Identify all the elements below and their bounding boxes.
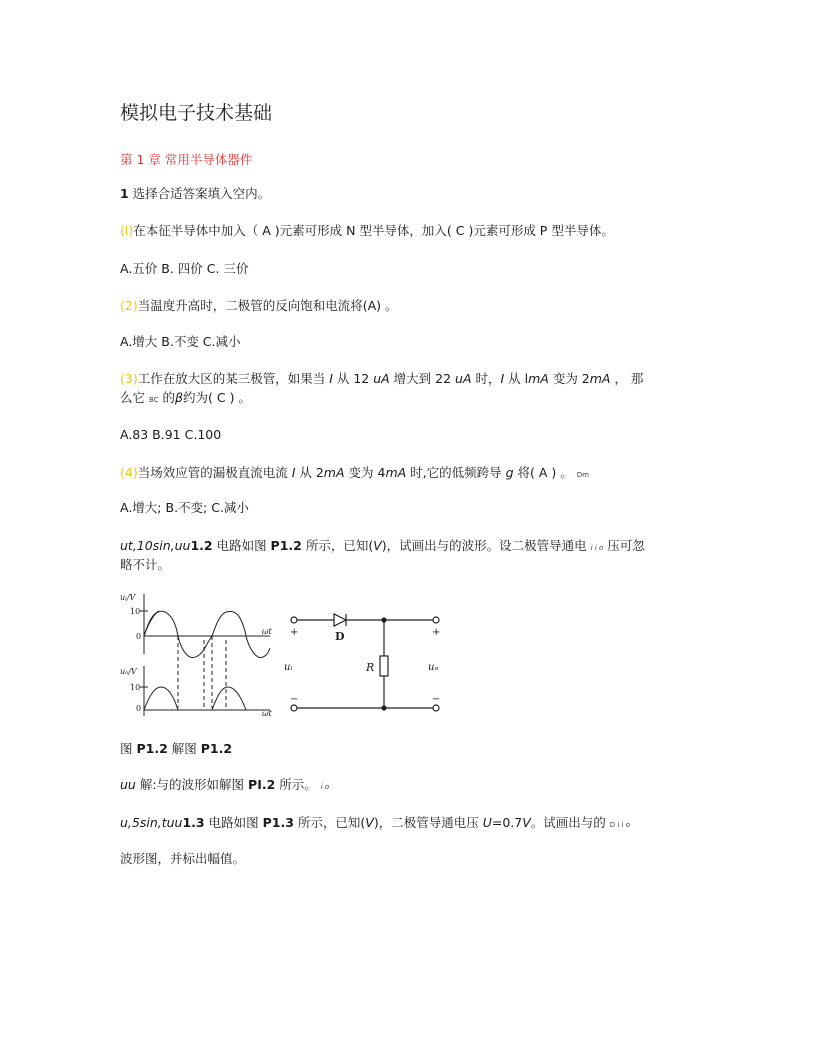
text-run: 么它 (120, 390, 149, 405)
unit-run: mA (528, 371, 549, 386)
symbol-run: I (291, 465, 296, 480)
subquestion-text: 当温度升高时，二极管的反向饱和电流将(A) 。 (137, 298, 398, 313)
output-terminal-top (433, 617, 439, 623)
symbol-run: I (329, 371, 333, 386)
plus-sign: + (290, 627, 299, 638)
text-run: 的 (158, 390, 176, 405)
question-number: 1.3 (182, 815, 205, 830)
text-run: 工作在放大区的某三极管，如果当 (137, 371, 330, 386)
symbol-run: g (505, 465, 514, 480)
question-3-line2: 波形图，并标出幅值。 (120, 851, 246, 866)
unit-run: V (365, 815, 374, 830)
plus-sign: + (432, 627, 441, 638)
minus-sign: − (290, 694, 299, 705)
text-run: 所示。 (275, 777, 321, 792)
text-run: 约为( C ) 。 (183, 390, 251, 405)
subquestion-number: (4) (120, 465, 138, 480)
text-run: 压可忽 (603, 538, 645, 553)
text-run: 变为 2 (548, 371, 590, 386)
junction-dot (382, 706, 386, 710)
circuit-diagram (291, 614, 439, 711)
subscript: Dm (576, 471, 589, 479)
text-run: 解图 (167, 741, 201, 756)
input-terminal-top (291, 617, 297, 623)
unit-run: mA (385, 465, 407, 480)
diode-label: D (335, 630, 345, 643)
formula-run: uu (120, 777, 136, 792)
uo-half-wave (144, 687, 178, 710)
wt-label: ωt (262, 709, 272, 718)
answer-2 (120, 776, 329, 796)
question-1-stem (120, 185, 270, 203)
options-4: A.增大; B.不变; C.减小 (120, 500, 249, 515)
text-run: 时， (471, 371, 501, 386)
subscript: BC (148, 396, 159, 404)
input-label: uᵢ (284, 662, 293, 673)
subquestion-number: (3) (120, 371, 138, 386)
text-run: 电路如图 (212, 538, 271, 553)
figure-caption (120, 740, 232, 758)
tick-label: 10 (130, 683, 141, 692)
input-terminal-bottom (291, 705, 297, 711)
subquestion-text: 在本征半导体中加入（ A )元素可形成 N 型半导体，加入( C )元素可形成 P 型半导体。 (133, 223, 614, 238)
formula-run: ut,10sin,uu (120, 538, 191, 553)
beta-symbol: β (175, 390, 184, 405)
text-run: 从 12 (332, 371, 374, 386)
figure-p1-2 (118, 590, 458, 720)
tick-label: 0 (136, 704, 142, 713)
resistor-symbol (380, 656, 388, 676)
wt-label: ωt (262, 627, 272, 636)
figure-ref: P1.3 (262, 815, 294, 830)
question-text: 选择合适答案填入空内。 (128, 186, 271, 201)
tick-label: 0 (136, 632, 142, 641)
diode-symbol (334, 614, 346, 626)
text-run: 图 (120, 741, 137, 756)
text-run: 从 l (504, 371, 529, 386)
symbol-run: I (500, 371, 505, 386)
figure-ref: PI.2 (248, 777, 276, 792)
ui-sine-wave (144, 611, 159, 636)
junction-dot (382, 618, 386, 622)
subquestion-3-line2 (120, 389, 251, 409)
text-run: 。试画出与的 (530, 815, 610, 830)
options-2: A.增大 B.不变 C.减小 (120, 334, 241, 349)
text-run: 电路如图 (204, 815, 263, 830)
figure-ref: P1.2 (200, 741, 233, 756)
figure-ref: P1.2 (270, 538, 302, 553)
resistor-label: R (366, 661, 375, 674)
options-1: A.五价 B. 四价 C. 三价 (120, 261, 249, 276)
question-number: 1 (120, 186, 129, 201)
subscript: i o (320, 783, 330, 791)
text-run: 当场效应管的漏极直流电流 (137, 465, 292, 480)
subquestion-1 (120, 222, 614, 240)
ui-waveform-graph (140, 594, 270, 708)
text-run: 所示，已知( (301, 538, 374, 553)
subquestion-4 (120, 464, 589, 484)
question-3-line1 (120, 814, 630, 834)
unit-run: uA (455, 371, 472, 386)
text-run: =0.7 (491, 815, 523, 830)
text-run: 解:与的波形如解图 (135, 777, 249, 792)
unit-run: mA (323, 465, 345, 480)
uo-waveform-graph (140, 666, 270, 716)
question-2-line1 (120, 537, 645, 557)
uo-half-wave (212, 687, 246, 710)
subquestion-2 (120, 297, 398, 315)
text-run: 增大到 22 (389, 371, 456, 386)
text-run: ， 那 (610, 371, 644, 386)
unit-run: V (373, 538, 382, 553)
doc-title: 模拟电子技术基础 (120, 102, 273, 124)
uo-axis-label: uₒ/V (120, 667, 137, 676)
unit-run: uA (373, 371, 390, 386)
unit-run: V (522, 815, 531, 830)
subscript: i i o (590, 544, 604, 552)
text-run: )，试画出与的波形。设二极管导通电 (381, 538, 591, 553)
text-run: 时,它的低频跨导 (406, 465, 506, 480)
subquestion-number: (2) (120, 298, 138, 313)
text-run: 变为 4 (344, 465, 386, 480)
options-3: A.83 B.91 C.100 (120, 427, 222, 442)
output-terminal-bottom (433, 705, 439, 711)
tick-label: 10 (130, 607, 141, 616)
subquestion-number: (l) (120, 223, 134, 238)
text-run: 从 2 (295, 465, 324, 480)
question-number: 1.2 (190, 538, 213, 553)
symbol-run: U (482, 815, 492, 830)
subquestion-3-line1 (120, 370, 643, 388)
ui-axis-label: uᵢ/V (120, 593, 136, 602)
unit-run: mA (589, 371, 611, 386)
subscript: D i i o (609, 821, 630, 829)
minus-sign: − (432, 694, 441, 705)
text-run: 将( A ) 。 (513, 465, 577, 480)
text-run: 所示，已知( (293, 815, 366, 830)
formula-run: u,5sin,tuu (120, 815, 183, 830)
chapter-heading: 第 1 章 常用半导体器件 (120, 152, 253, 167)
question-2-line2: 略不计。 (120, 557, 171, 572)
text-run: )，二极管导通电压 (373, 815, 483, 830)
figure-ref: P1.2 (136, 741, 168, 756)
output-label: uₒ (428, 662, 439, 673)
